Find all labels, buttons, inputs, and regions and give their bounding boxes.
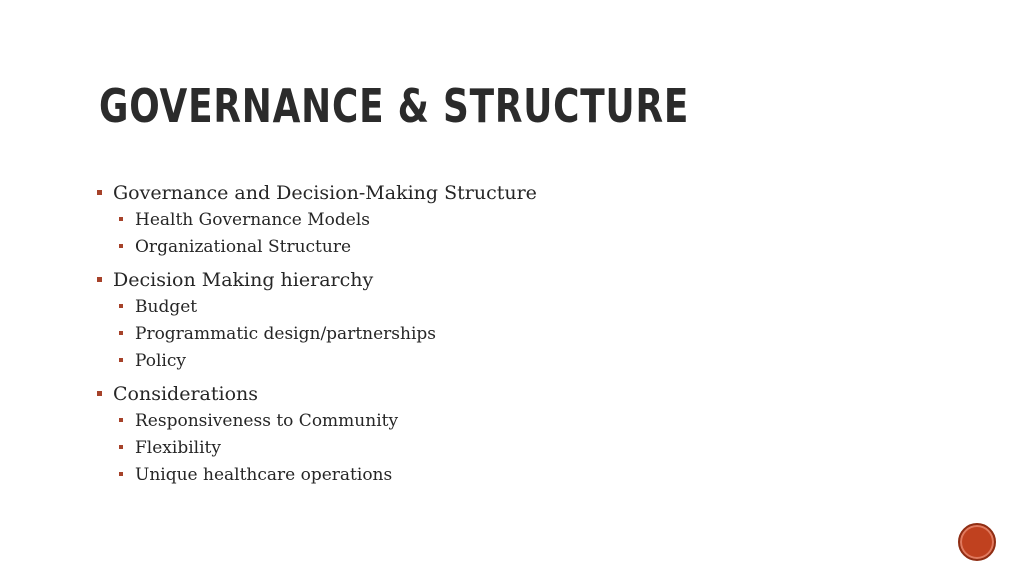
sub-bullet-item xyxy=(119,436,917,460)
sub-bullet-item xyxy=(119,295,917,319)
sub-bullet-text: Programmatic design/partnerships xyxy=(135,324,437,344)
sub-bullet-item xyxy=(119,349,917,373)
sub-bullet-item xyxy=(119,235,917,259)
square-bullet-icon xyxy=(119,304,123,308)
square-bullet-icon xyxy=(119,217,123,221)
bullet-item xyxy=(97,181,917,205)
sub-bullet-text: Organizational Structure xyxy=(135,237,352,257)
square-bullet-icon xyxy=(119,244,123,248)
sub-bullet-text: Unique healthcare operations xyxy=(135,465,393,485)
section-heading: Considerations xyxy=(113,383,258,405)
section-considerations xyxy=(97,382,917,487)
sub-bullet-text: Flexibility xyxy=(135,438,221,458)
page-number-badge xyxy=(958,523,996,561)
square-bullet-icon xyxy=(97,391,102,396)
sub-bullet-item xyxy=(119,322,917,346)
sub-bullet-item xyxy=(119,463,917,487)
slide-title: GOVERNANCE & STRUCTURE xyxy=(99,79,690,133)
sub-bullet-item xyxy=(119,208,917,232)
bullet-item xyxy=(97,268,917,292)
bullet-item xyxy=(97,382,917,406)
sub-bullet-item xyxy=(119,409,917,433)
square-bullet-icon xyxy=(119,418,123,422)
sub-bullet-text: Budget xyxy=(135,297,198,317)
sub-bullet-text: Responsiveness to Community xyxy=(135,411,399,431)
bullet-list xyxy=(97,181,917,496)
section-governance xyxy=(97,181,917,259)
square-bullet-icon xyxy=(97,277,102,282)
square-bullet-icon xyxy=(97,190,102,195)
section-heading: Decision Making hierarchy xyxy=(113,269,374,291)
section-decision-making xyxy=(97,268,917,373)
square-bullet-icon xyxy=(119,472,123,476)
square-bullet-icon xyxy=(119,331,123,335)
sub-bullet-text: Health Governance Models xyxy=(135,210,371,230)
square-bullet-icon xyxy=(119,358,123,362)
sub-bullet-text: Policy xyxy=(135,351,186,371)
square-bullet-icon xyxy=(119,445,123,449)
section-heading: Governance and Decision-Making Structure xyxy=(113,182,537,204)
